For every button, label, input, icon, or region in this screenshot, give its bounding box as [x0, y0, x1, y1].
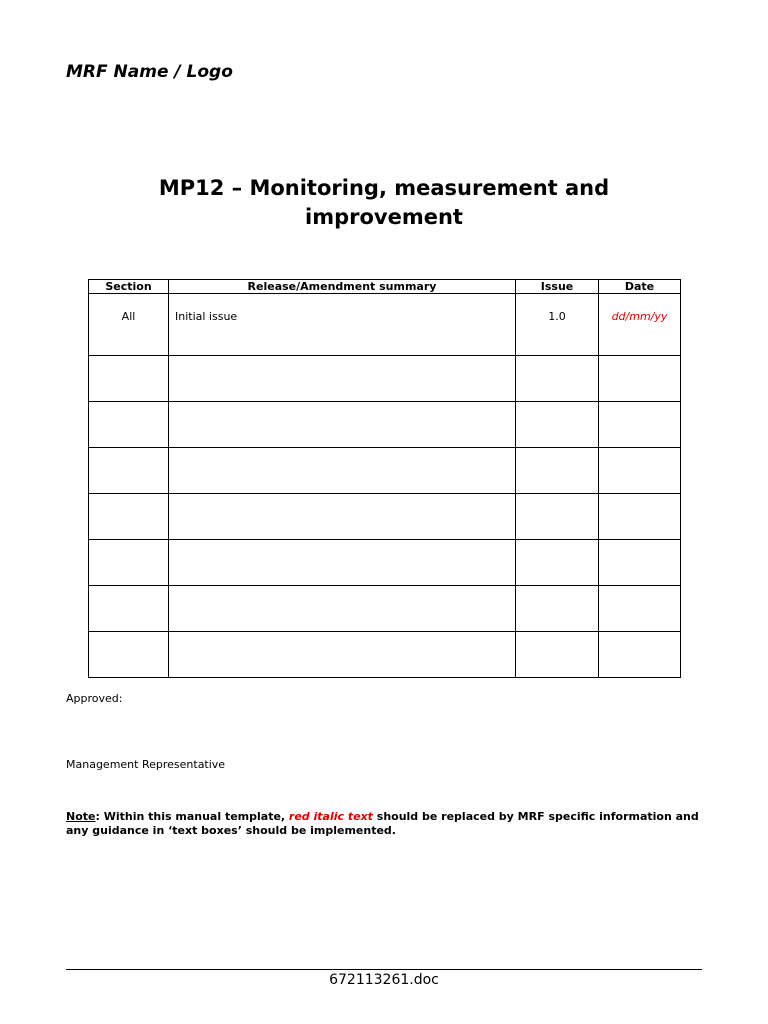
cell-section [89, 402, 169, 448]
cell-summary [169, 632, 516, 678]
cell-summary [169, 356, 516, 402]
cell-summary [169, 540, 516, 586]
header-summary: Release/Amendment summary [169, 280, 516, 294]
cell-issue [516, 402, 599, 448]
signatory-label: Management Representative [66, 758, 226, 771]
logo-text: MRF Name / Logo [66, 62, 233, 82]
footer-divider [66, 969, 702, 970]
title-line-2: improvement [305, 205, 463, 229]
cell-date: dd/mm/yy [599, 294, 681, 356]
approved-label: Approved: [66, 692, 123, 705]
cell-date [599, 586, 681, 632]
table-row [89, 540, 681, 586]
cell-summary [169, 494, 516, 540]
cell-summary [169, 402, 516, 448]
header-date: Date [599, 280, 681, 294]
note-red-italic-text: red italic text [288, 810, 373, 823]
cell-section [89, 540, 169, 586]
table-row [89, 448, 681, 494]
cell-date [599, 632, 681, 678]
cell-section [89, 356, 169, 402]
cell-issue [516, 356, 599, 402]
cell-section [89, 494, 169, 540]
table-header-row [89, 280, 681, 294]
note-label: Note [66, 810, 96, 823]
note-text-before: : Within this manual template, [95, 810, 289, 823]
cell-summary [169, 448, 516, 494]
revision-table [88, 279, 681, 678]
header-issue: Issue [516, 280, 599, 294]
table-row [89, 586, 681, 632]
cell-section [89, 448, 169, 494]
cell-section: All [89, 294, 169, 356]
cell-date [599, 494, 681, 540]
cell-issue [516, 494, 599, 540]
cell-section [89, 632, 169, 678]
cell-issue [516, 632, 599, 678]
page-title [0, 174, 768, 232]
header-section: Section [89, 280, 169, 294]
table-row [89, 356, 681, 402]
footer-filename: 672113261.doc [329, 972, 439, 988]
title-line-1: MP12 – Monitoring, measurement and [158, 176, 610, 200]
cell-summary: Initial issue [169, 294, 516, 356]
table-row [89, 632, 681, 678]
cell-date [599, 448, 681, 494]
cell-issue: 1.0 [516, 294, 599, 356]
cell-date [599, 540, 681, 586]
cell-issue [516, 448, 599, 494]
cell-date [599, 402, 681, 448]
cell-date [599, 356, 681, 402]
cell-issue [516, 540, 599, 586]
table-row [89, 294, 681, 356]
table-row [89, 494, 681, 540]
cell-summary [169, 586, 516, 632]
cell-section [89, 586, 169, 632]
template-note [66, 810, 706, 838]
cell-issue [516, 586, 599, 632]
table-row [89, 402, 681, 448]
note-text-after: should be replaced by MRF specific information and any guidance in ‘text boxes’ should be implemented. [66, 810, 699, 837]
